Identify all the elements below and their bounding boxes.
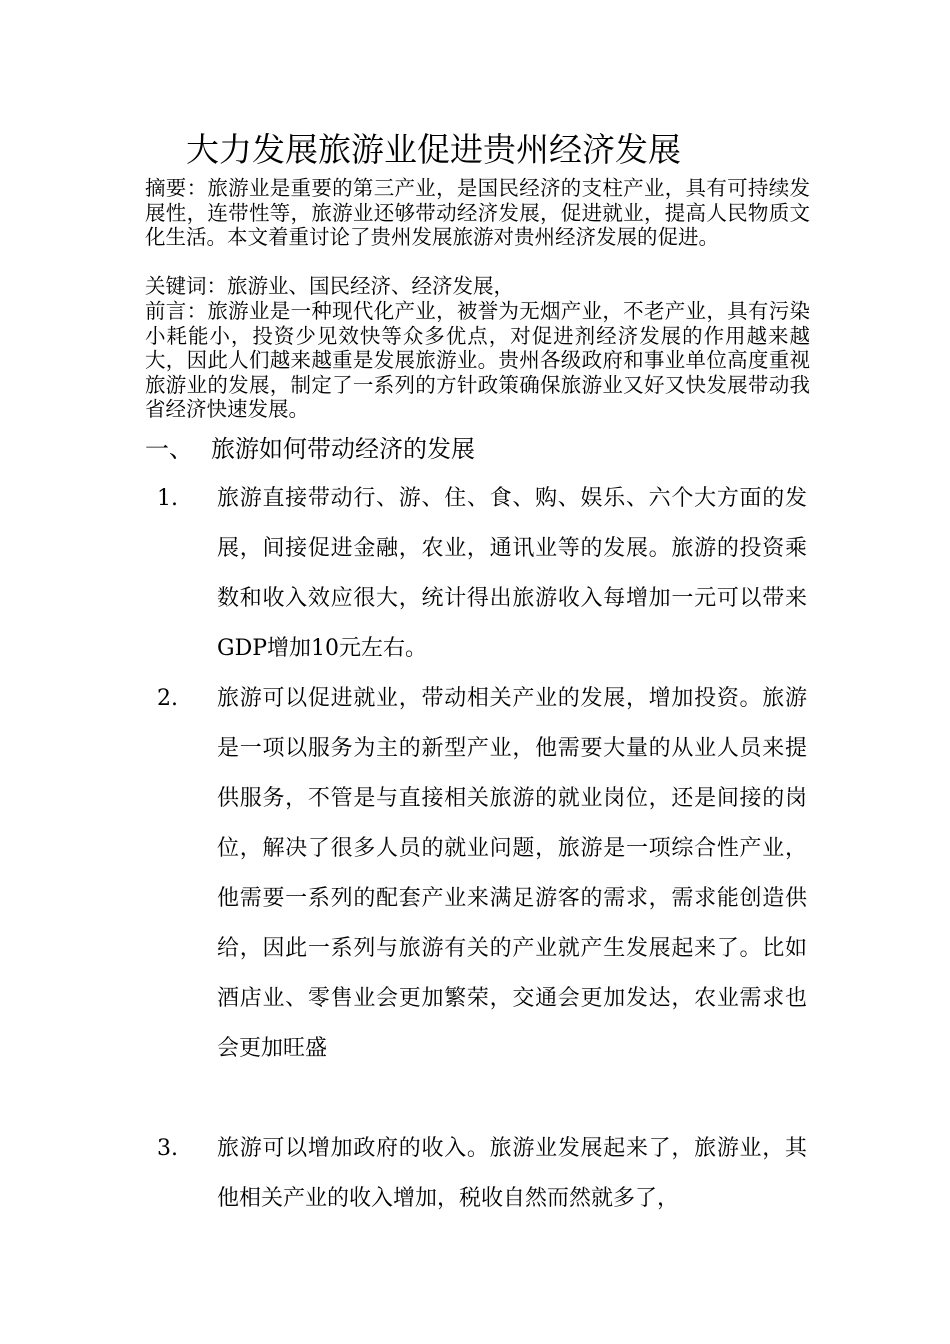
list-item <box>145 1124 810 1224</box>
list-item <box>145 474 810 674</box>
section-title: 旅游如何带动经济的发展 <box>211 435 475 463</box>
preface-paragraph: 前言：旅游业是一种现代化产业，被誉为无烟产业，不老产业，具有污染小耗能小，投资少见效快等众多优点，对促进剂经济发展的作用越来越大，因此人们越来越重是发展旅游业。贵州各级政府和事业单位高度重视旅游业的发展，制定了一系列的方针政策确保旅游业又好又快发展带动我省经济快速发展。 <box>145 299 810 421</box>
list-item-number: 3. <box>157 1136 178 1161</box>
section-heading <box>145 432 475 466</box>
abstract-paragraph: 摘要：旅游业是重要的第三产业，是国民经济的支柱产业，具有可持续发展性，连带性等，旅游业还够带动经济发展，促进就业，提高人民物质文化生活。本文着重讨论了贵州发展旅游对贵州经济发展的促进。 <box>145 176 810 249</box>
list-item-number: 2. <box>157 686 178 711</box>
keywords-line: 关键词：旅游业、国民经济、经济发展， <box>145 274 514 298</box>
section-number: 一、 <box>145 435 193 463</box>
list-item-text: 旅游可以增加政府的收入。旅游业发展起来了，旅游业，其他相关产业的收入增加，税收自然而然就多了， <box>217 1136 807 1211</box>
list-item-number: 1. <box>157 486 178 511</box>
document-title: 大力发展旅游业促进贵州经济发展 <box>186 130 681 169</box>
list-item-text: 旅游可以促进就业，带动相关产业的发展，增加投资。旅游是一项以服务为主的新型产业，他需要大量的从业人员来提供服务，不管是与直接相关旅游的就业岗位，还是间接的岗位，解决了很多人员的就业问题，旅游是一项综合性产业，他需要一系列的配套产业来满足游客的需求，需求能创造供给，因此一系列与旅游有关的产业就产生发展起来了。比如酒店业、零售业会更加繁荣，交通会更加发达，农业需求也会更加旺盛 <box>217 686 807 1061</box>
list-item-text: 旅游直接带动行、游、住、食、购、娱乐、六个大方面的发展，间接促进金融，农业，通讯业等的发展。旅游的投资乘数和收入效应很大，统计得出旅游收入每增加一元可以带来GDP增加10元左右。 <box>217 486 807 661</box>
list-item <box>145 674 810 1124</box>
